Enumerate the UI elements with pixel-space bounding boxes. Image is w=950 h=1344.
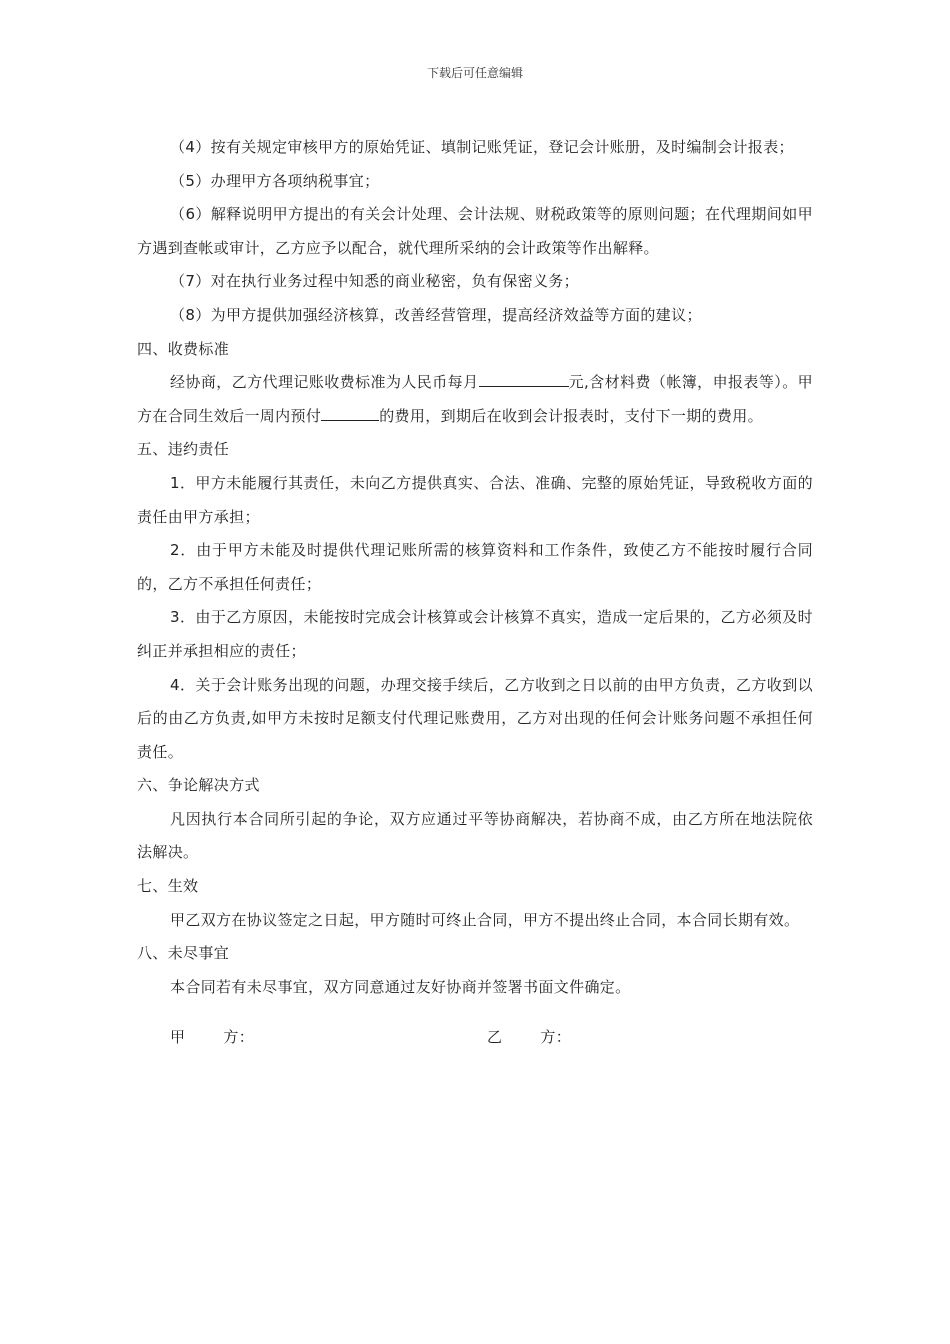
clause-3-item-4: （4）按有关规定审核甲方的原始凭证、填制记账凭证，登记会计账册，及时编制会计报表； <box>170 138 794 156</box>
clause-5-item-3: 3．由于乙方原因，未能按时完成会计核算或会计核算不真实，造成一定后果的，乙方必须及时纠正并承担相应的责任； <box>137 608 813 660</box>
section-5-title: 五、违约责任 <box>137 440 230 459</box>
party-b-label-char1: 乙 <box>487 1028 503 1047</box>
signature-row <box>137 1021 813 1055</box>
contract-body <box>137 131 813 1055</box>
party-a-signature <box>170 1021 254 1055</box>
party-a-label-char2: 方： <box>223 1028 255 1047</box>
party-a-label-char1: 甲 <box>170 1028 186 1047</box>
section-8-title: 八、未尽事宜 <box>137 944 230 963</box>
clause-5-item-2: 2．由于甲方未能及时提供代理记账所需的核算资料和工作条件，致使乙方不能按时履行合同的，乙方不承担任何责任； <box>137 541 813 593</box>
section-6-text: 凡因执行本合同所引起的争论，双方应通过平等协商解决，若协商不成，由乙方所在地法院依法解决。 <box>137 809 813 862</box>
section-8-text: 本合同若有未尽事宜，双方同意通过友好协商并签署书面文件确定。 <box>170 977 631 996</box>
fee-text-part3: 的费用，到期后在收到会计报表时，支付下一期的费用。 <box>379 406 763 425</box>
clause-3-item-6: （6）解释说明甲方提出的有关会计处理、会计法规、财税政策等的原则问题；在代理期间如甲方遇到查帐或审计，乙方应予以配合，就代理所采纳的会计政策等作出解释。 <box>137 205 813 257</box>
party-b-signature <box>487 1021 571 1055</box>
clause-5-item-4: 4．关于会计账务出现的问题，办理交接手续后，乙方收到之日以前的由甲方负责，乙方收到以后的由乙方负责,如甲方未按时足额支付代理记账费用，乙方对出现的任何会计账务问题不承担任何责任。 <box>137 675 813 761</box>
section-4-text <box>137 366 813 433</box>
prepay-blank <box>321 402 379 421</box>
clause-3-item-7: （7）对在执行业务过程中知悉的商业秘密，负有保密义务； <box>170 272 579 291</box>
fee-text-part2: 元,含材料费（帐簿，申报表等）。甲方在合同生效后一周内预付 <box>137 373 813 425</box>
section-4-title: 四、收费标准 <box>137 339 230 358</box>
clause-5-item-1: 1．甲方未能履行其责任，未向乙方提供真实、合法、准确、完整的原始凭证，导致税收方面的责任由甲方承担； <box>137 473 813 526</box>
clause-3-item-5: （5）办理甲方各项纳税事宜； <box>170 171 380 190</box>
fee-text-part1: 经协商，乙方代理记账收费标准为人民币每月 <box>170 373 479 392</box>
clause-3-item-8: （8）为甲方提供加强经济核算，改善经营管理，提高经济效益等方面的建议； <box>170 305 702 324</box>
party-b-label-char2: 方： <box>540 1028 572 1047</box>
section-7-text: 甲乙双方在协议签定之日起，甲方随时可终止合同，甲方不提出终止合同，本合同长期有效。 <box>170 910 800 929</box>
page-header-note: 下载后可任意编辑 <box>426 66 523 80</box>
section-7-title: 七、生效 <box>137 877 199 896</box>
section-6-title: 六、争论解决方式 <box>137 776 260 795</box>
monthly-fee-blank <box>479 368 569 387</box>
